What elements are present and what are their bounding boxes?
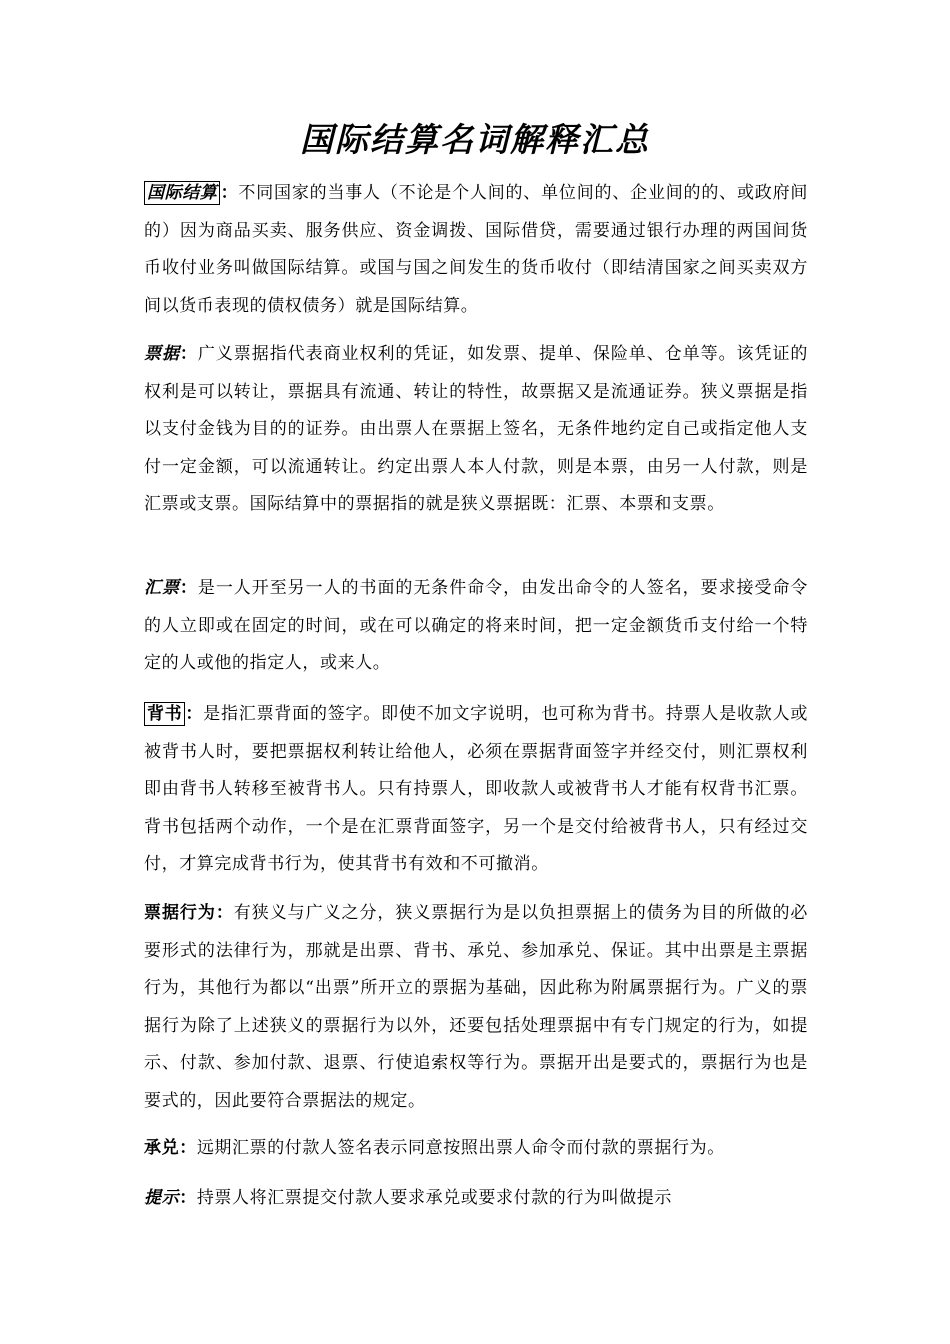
entry-term: 承兑 [144, 1138, 180, 1158]
entry-term: 汇票 [144, 578, 180, 598]
entry-bill [144, 336, 808, 524]
entry-definition: 广义票据指代表商业权利的凭证，如发票、提单、保险单、仓单等。该凭证的权利是可以转让，票据具有流通、转让的特性，故票据又是流通证券。狭义票据是指以支付金钱为目的的证券。由出票人在票据上签名，无条件地约定自己或指定他人支付一定金额，可以流通转让。约定出票人本人付款，则是本票，由另一人付款，则是汇票或支票。国际结算中的票据指的就是狭义票据既：汇票、本票和支票。 [144, 344, 809, 514]
entry-definition: 是一人开至另一人的书面的无条件命令，由发出命令的人签名，要求接受命令的人立即或在固定的时间，或在可以确定的将来时间，把一定金额货币支付给一个特定的人或他的指定人，或来人。 [144, 578, 809, 673]
entry-term: 提示 [144, 1188, 180, 1208]
entry-separator: ： [220, 183, 239, 203]
page-title: 国际结算名词解释汇总 [300, 120, 650, 159]
entry-definition: 有狭义与广义之分，狭义票据行为是以负担票据上的债务为目的所做的必要形式的法律行为，那就是出票、背书、承兑、参加承兑、保证。其中出票是主票据行为，其他行为都以“出票”所开立的票据为基础，因此称为附属票据行为。广义的票据行为除了上述狭义的票据行为以外，还要包括处理票据中有专门规定的行为，如提示、付款、参加付款、退票、行使追索权等行为。票据开出是要式的，票据行为也是要式的，因此要符合票据法的规定。 [144, 903, 809, 1111]
entry-definition: 远期汇票的付款人签名表示同意按照出票人命令而付款的票据行为。 [196, 1138, 725, 1158]
entry-term: 票据 [144, 344, 180, 364]
entry-term: 票据行为 [144, 903, 216, 923]
entry-definition: 是指汇票背面的签字。即使不加文字说明，也可称为背书。持票人是收款人或被背书人时，要把票据权利转让给他人，必须在票据背面签字并经交付，则汇票权利即由背书人转移至被背书人。只有持票人，即收款人或被背书人才能有权背书汇票。背书包括两个动作，一个是在汇票背面签字，另一个是交付给被背书人，只有经过交付，才算完成背书行为，使其背书有效和不可撤消。 [144, 704, 808, 874]
entry-term: 背书 [144, 702, 185, 726]
entry-definition: 持票人将汇票提交付款人要求承兑或要求付款的行为叫做提示 [196, 1188, 673, 1208]
entry-draft [144, 570, 808, 683]
entry-separator: ： [185, 704, 204, 724]
entry-separator: ： [179, 344, 198, 364]
entry-endorsement [144, 696, 808, 884]
entry-international-settlement [144, 175, 808, 325]
entry-presentation [144, 1180, 808, 1218]
entry-bill-act [144, 895, 808, 1120]
entry-separator: ： [179, 1138, 197, 1158]
entry-acceptance [144, 1130, 808, 1168]
entry-term: 国际结算 [144, 181, 220, 205]
entry-definition: 不同国家的当事人（不论是个人间的、单位间的、企业间的的、或政府间的）因为商品买卖、服务供应、资金调拨、国际借贷，需要通过银行办理的两国间货币收付业务叫做国际结算。或国与国之间发生的货币收付（即结清国家之间买卖双方间以货币表现的债权债务）就是国际结算。 [144, 183, 808, 316]
entry-separator: ： [215, 903, 234, 923]
entry-separator: ： [179, 578, 198, 598]
entry-separator: ： [179, 1188, 197, 1208]
